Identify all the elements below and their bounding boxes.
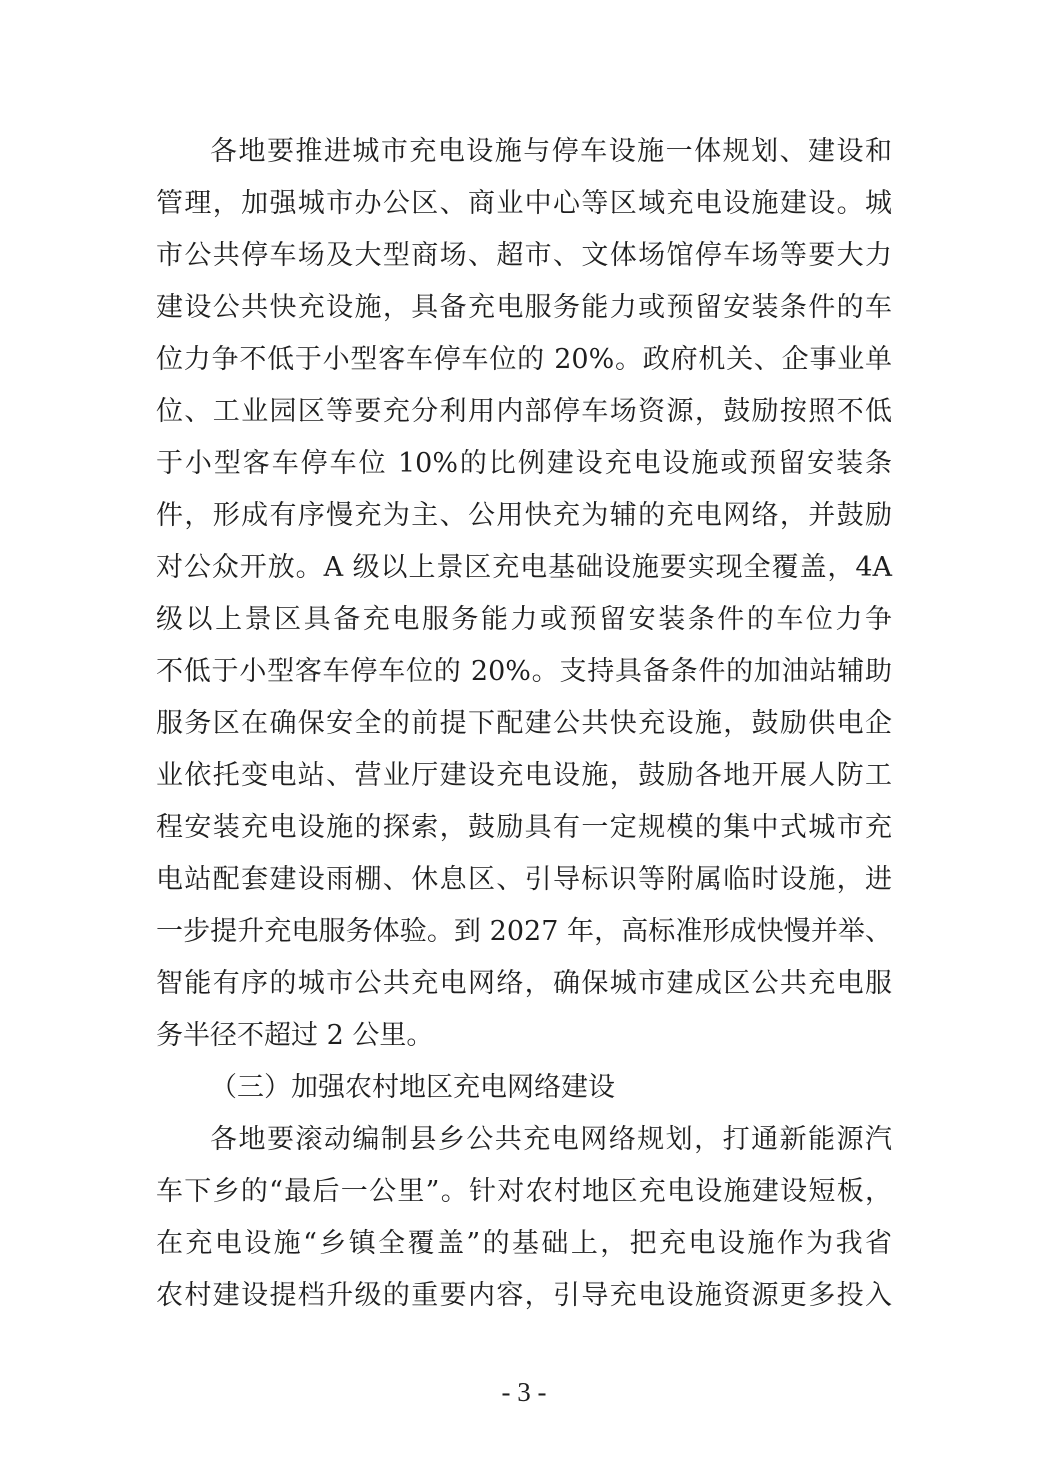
- paragraph-1-line: 位力争不低于小型客车停车位的 20%。政府机关、企事业单: [156, 344, 892, 375]
- paragraph-1-line: 业依托变电站、营业厅建设充电设施，鼓励各地开展人防工: [156, 760, 892, 791]
- paragraph-1-line: 服务区在确保安全的前提下配建公共快充设施，鼓励供电企: [156, 708, 892, 739]
- paragraph-1-line: 一步提升充电服务体验。到 2027 年，高标准形成快慢并举、: [156, 916, 892, 947]
- paragraph-2-line: 各地要滚动编制县乡公共充电网络规划，打通新能源汽: [210, 1124, 892, 1155]
- page-number: - 3 -: [501, 1377, 547, 1407]
- paragraph-1-line: 对公众开放。A 级以上景区充电基础设施要实现全覆盖，4A: [156, 552, 892, 583]
- paragraph-1-line: 各地要推进城市充电设施与停车设施一体规划、建设和: [210, 136, 892, 167]
- paragraph-1-line: 电站配套建设雨棚、休息区、引导标识等附属临时设施，进: [156, 864, 892, 895]
- paragraph-1-line: 务半径不超过 2 公里。: [156, 1020, 434, 1051]
- paragraph-1-line: 程安装充电设施的探索，鼓励具有一定规模的集中式城市充: [156, 812, 892, 843]
- paragraph-1: [156, 126, 892, 1322]
- section-heading: （三）加强农村地区充电网络建设: [210, 1072, 615, 1103]
- paragraph-2-line: 车下乡的“最后一公里”。针对农村地区充电设施建设短板，: [156, 1176, 892, 1207]
- paragraph-1-line: 级以上景区具备充电服务能力或预留安装条件的车位力争: [156, 604, 892, 635]
- paragraph-1-line: 建设公共快充设施，具备充电服务能力或预留安装条件的车: [156, 292, 892, 323]
- paragraph-1-line: 不低于小型客车停车位的 20%。支持具备条件的加油站辅助: [156, 656, 892, 687]
- paragraph-2-line: 在充电设施“乡镇全覆盖”的基础上，把充电设施作为我省: [156, 1228, 892, 1259]
- paragraph-1-line: 智能有序的城市公共充电网络，确保城市建成区公共充电服: [156, 968, 892, 999]
- paragraph-2-line: 农村建设提档升级的重要内容，引导充电设施资源更多投入: [156, 1280, 892, 1311]
- paragraph-1-line: 管理，加强城市办公区、商业中心等区域充电设施建设。城: [156, 188, 892, 219]
- paragraph-1-line: 于小型客车停车位 10%的比例建设充电设施或预留安装条: [156, 448, 892, 479]
- paragraph-1-line: 件，形成有序慢充为主、公用快充为辅的充电网络，并鼓励: [156, 500, 892, 531]
- paragraph-1-line: 位、工业园区等要充分利用内部停车场资源，鼓励按照不低: [156, 396, 892, 427]
- paragraph-1-line: 市公共停车场及大型商场、超市、文体场馆停车场等要大力: [156, 240, 892, 271]
